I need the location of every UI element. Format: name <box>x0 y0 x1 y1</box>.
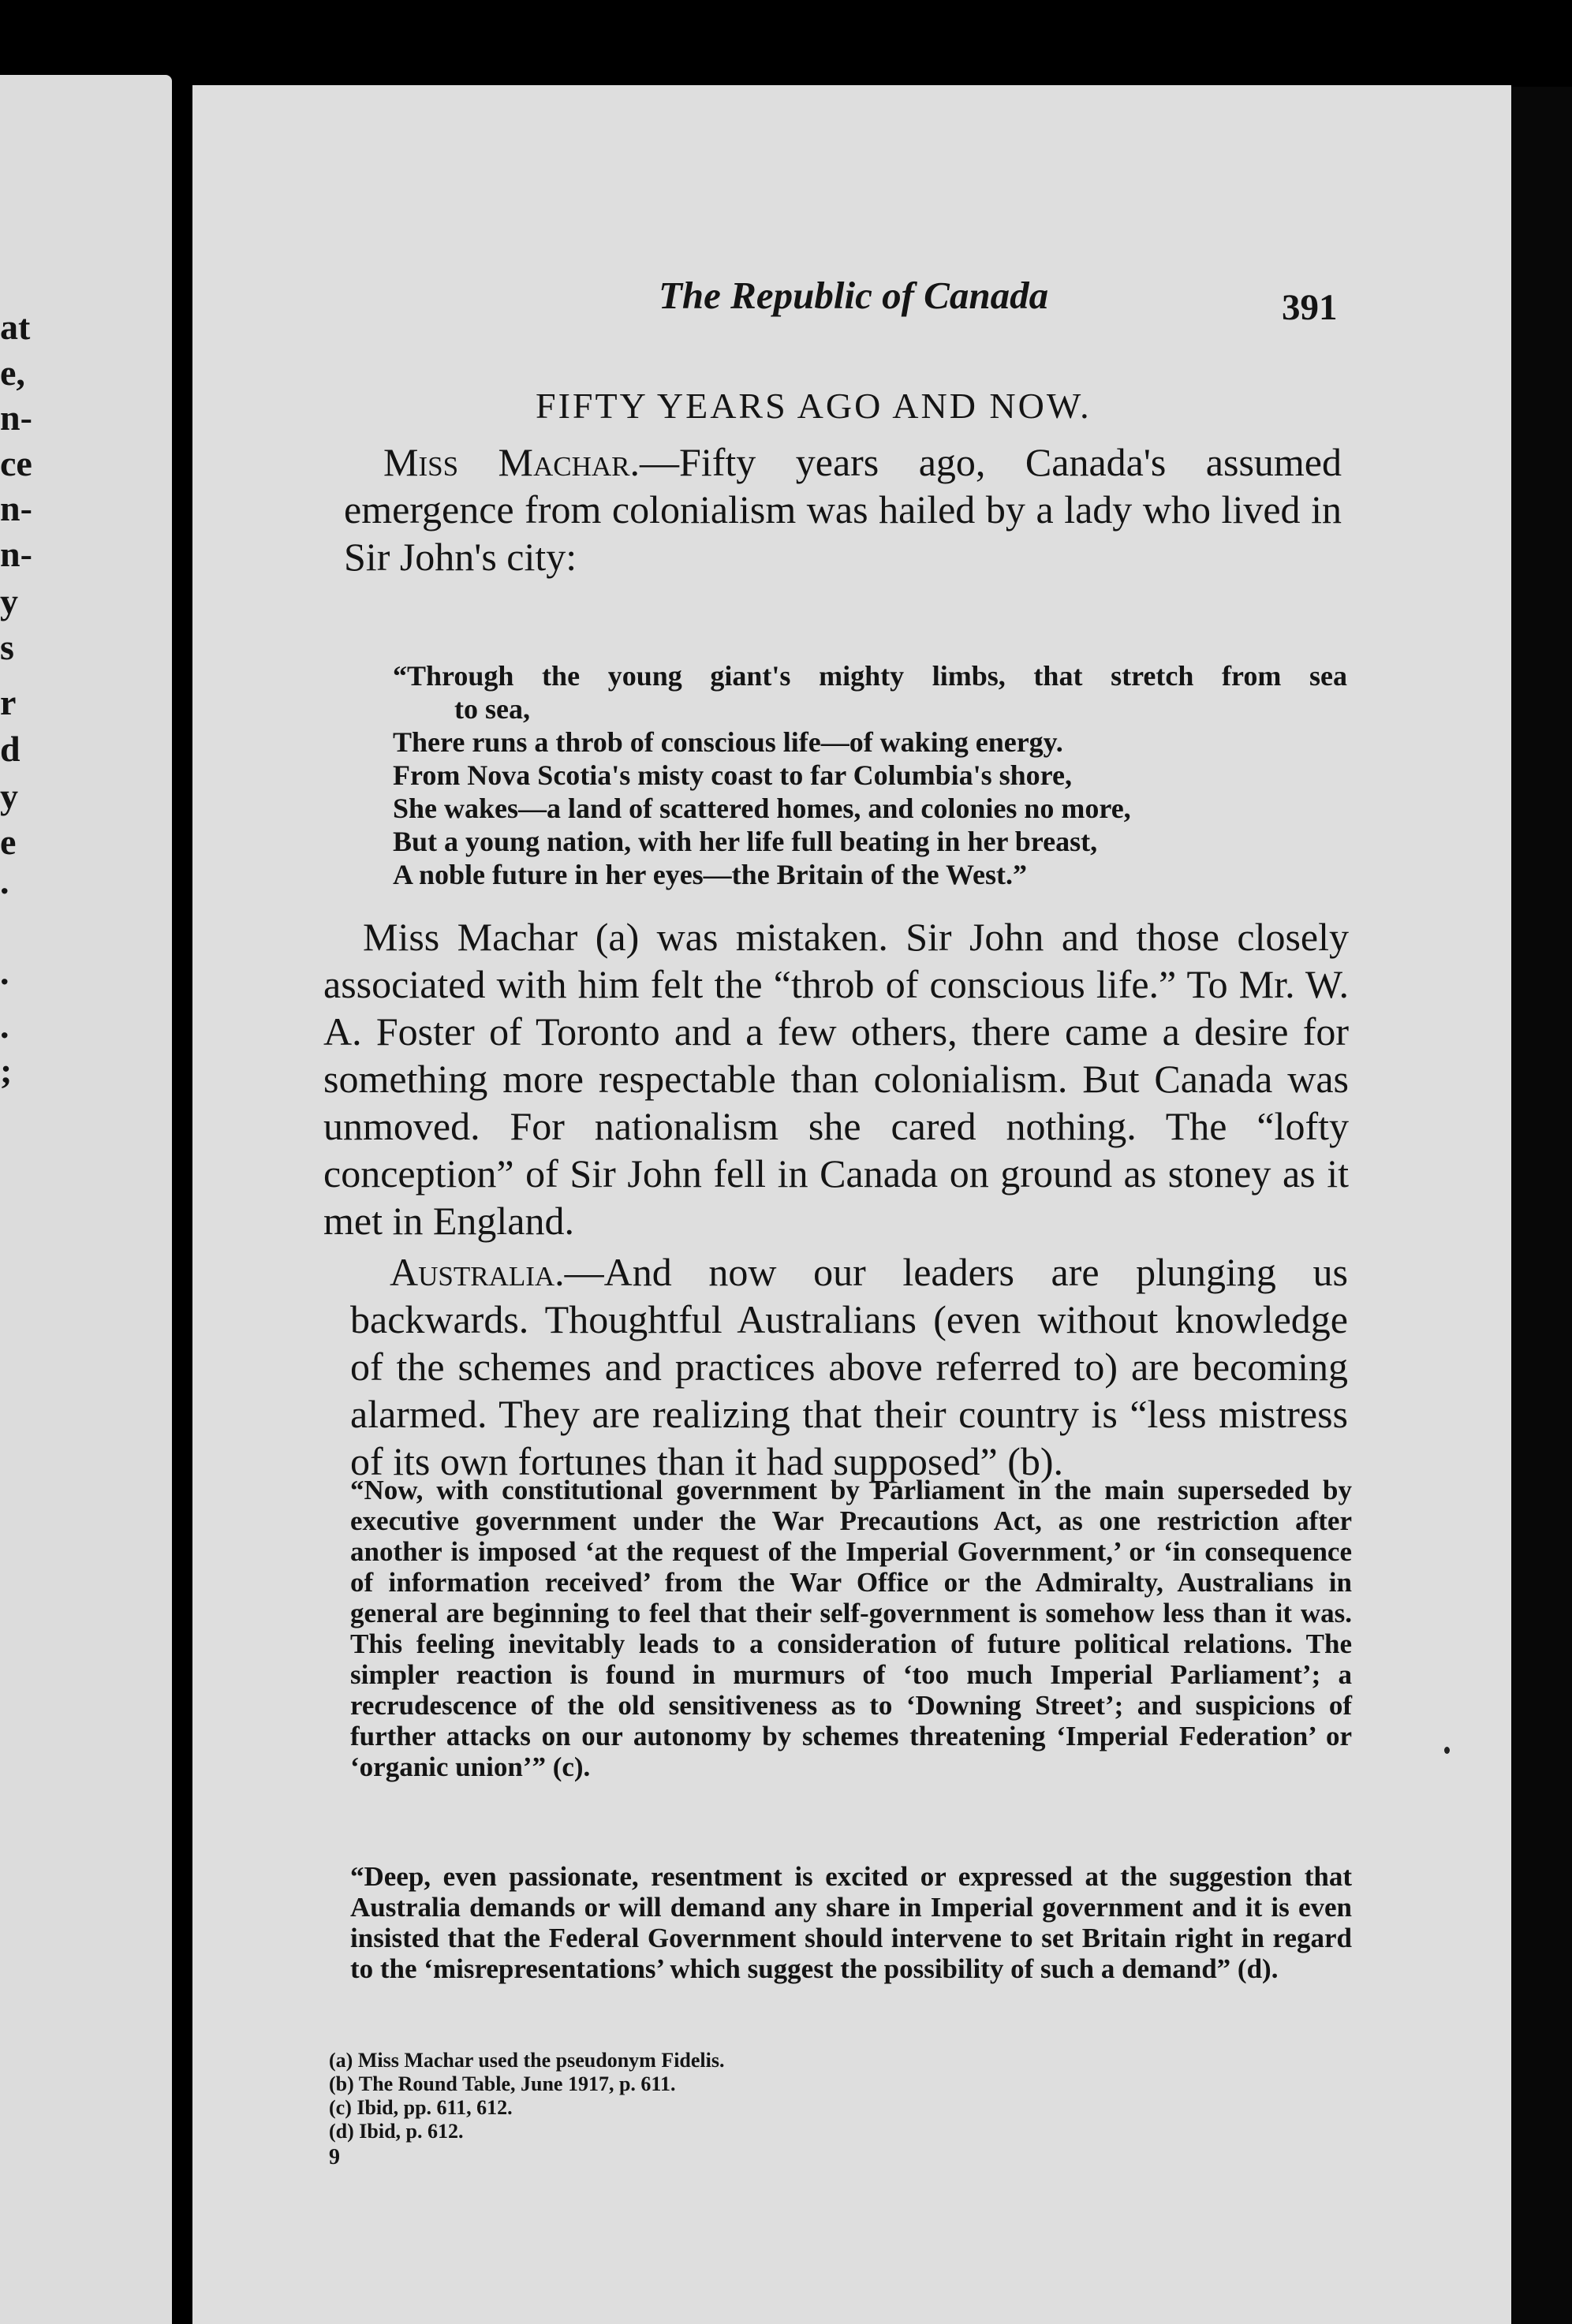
footnote: (c) Ibid, pp. 611, 612. <box>329 2096 513 2119</box>
section-title: FIFTY YEARS AGO AND NOW. <box>536 386 1092 426</box>
left-page-fragment: r <box>0 682 17 722</box>
left-page-edge <box>0 75 172 2324</box>
left-page-fragment: . <box>0 1005 9 1046</box>
footnote: (d) Ibid, p. 612. <box>329 2120 464 2143</box>
left-page-fragment: . <box>0 861 9 901</box>
poem-line: But a young nation, with her life full beating in her breast, <box>393 826 1098 857</box>
left-page-fragment: d <box>0 729 21 769</box>
book-gutter <box>172 0 192 2324</box>
poem-quotation <box>393 659 1347 891</box>
left-page-fragment: ce <box>0 443 32 483</box>
paragraph-machar <box>344 438 1342 580</box>
left-page-fragment: s <box>0 627 14 667</box>
footnote: (a) Miss Machar used the pseudonym Fidelis. <box>329 2049 725 2072</box>
paragraph-text: —And now our leaders are plunging us backwards. Thoughtful Australians (even without knowledge of the schemes and practices above referred to) are becoming alarmed. They are realizing that their country is “less mistress of its own fortunes than it had supposed” (b). <box>350 1250 1348 1483</box>
book-page <box>192 85 1511 2324</box>
poem-line: She wakes—a land of scattered homes, and colonies no more, <box>393 793 1131 824</box>
poem-line: A noble future in her eyes—the Britain of the West.” <box>393 859 1027 890</box>
running-head: The Republic of Canada <box>659 274 1049 317</box>
left-page-fragment: n- <box>0 397 32 438</box>
paragraph-lead: Miss Machar. <box>383 440 640 484</box>
left-page-fragment: y <box>0 581 18 621</box>
page-content <box>192 85 1511 2324</box>
scan-speck <box>1444 1747 1450 1754</box>
left-page-fragment: e <box>0 822 17 862</box>
paragraph-text: —Fifty years ago, Canada's assumed emergence from colonialism was hailed by a lady who lived in Sir John's city: <box>344 440 1342 579</box>
left-page-fragment: y <box>0 776 18 816</box>
paragraph-mistaken: Miss Machar (a) was mistaken. Sir John and those closely associated with him felt the “throb of conscious life.” To Mr. W. A. Foster of Toronto and a few others, there came a desire for something more respectable than colonialism. But Canada was unmoved. For nationalism she cared nothing. The “lofty conception” of Sir John fell in Canada on ground as stoney as it met in England. <box>323 915 1349 1243</box>
footnotes <box>329 2049 725 2143</box>
left-page-fragment: n- <box>0 488 32 528</box>
page-number: 391 <box>1282 287 1338 328</box>
left-page-fragment: at <box>0 307 31 347</box>
block-quote-d: “Deep, even passionate, resentment is excited or expressed at the suggestion that Australia demands or will demand any share in Imperial government and it is even insisted that the Federal Government should intervene to set Britain right in regard to the ‘misrepresentations’ which suggest the possibility of such a demand” (d). <box>350 1861 1352 1984</box>
left-page-fragment: e, <box>0 353 25 393</box>
footnote: (b) The Round Table, June 1917, p. 611. <box>329 2072 676 2095</box>
page-edge-shadow <box>1511 87 1572 2324</box>
left-page-fragment: n- <box>0 534 32 574</box>
poem-line: “Through the young giant's mighty limbs, that stretch from sea <box>393 660 1347 692</box>
signature-mark: 9 <box>329 2145 340 2169</box>
poem-line: There runs a throb of conscious life—of waking energy. <box>393 726 1063 758</box>
left-page-fragment: ; <box>0 1050 13 1091</box>
poem-line: to sea, <box>454 693 530 725</box>
paragraph-lead: Australia. <box>390 1250 565 1294</box>
paragraph-australia <box>350 1248 1348 1485</box>
left-page-fragment: . <box>0 952 9 992</box>
block-quote-c: “Now, with constitutional government by Parliament in the main superseded by executive government under the War Precautions Act, as one restriction after another is imposed ‘at the request of the Imperial Government,’ or ‘in consequence of information received’ from the War Office or the Admiralty, Australians in general are beginning to feel that their self-government is somehow less than it was. This feeling inevitably leads to a consideration of future political relations. The simpler reaction is found in murmurs of ‘too much Imperial Parliament’; a recrudescence of the old sensitiveness as to ‘Downing Street’; and suspicions of further attacks on our autonomy by schemes threatening ‘Imperial Federation’ or ‘organic union’” (c). <box>350 1475 1352 1782</box>
poem-line: From Nova Scotia's misty coast to far Columbia's shore, <box>393 759 1072 791</box>
